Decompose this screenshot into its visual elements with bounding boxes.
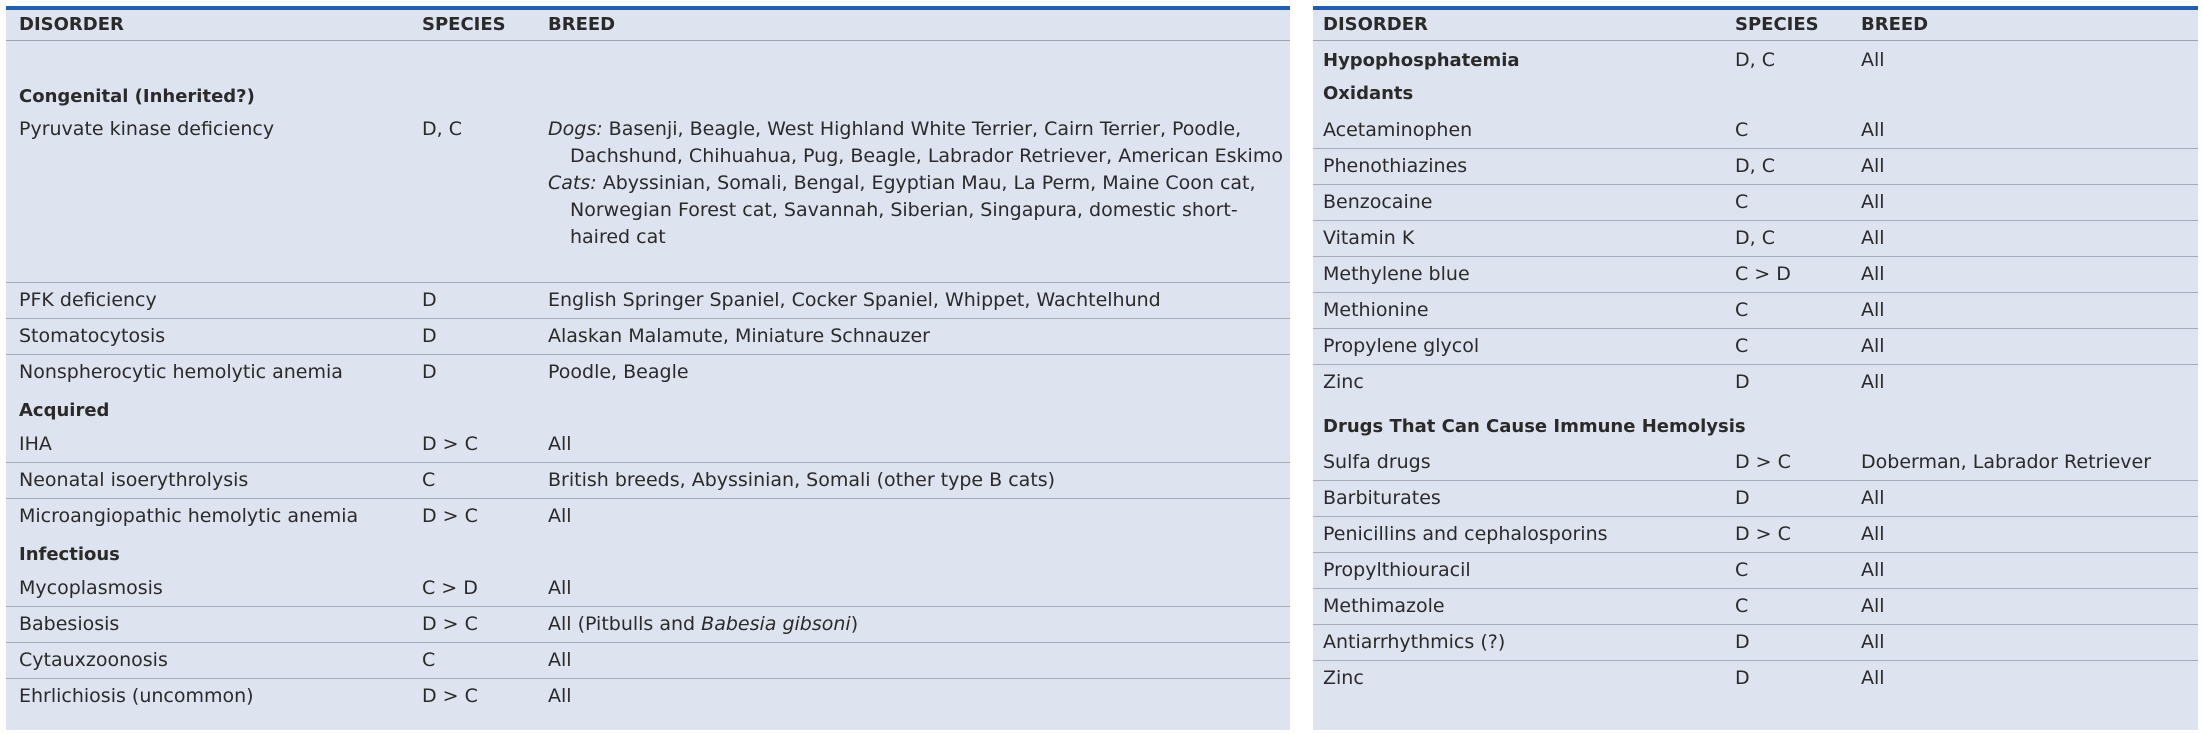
section-infectious <box>6 535 1290 571</box>
breed-cell: All <box>1861 487 1885 509</box>
dogs-breed-list: Dogs: Basenji, Beagle, West Highland White Terrier, Cairn Terrier, Poodle, Dachshund, Chihuahua, Pug, Beagle, Labrador Retriever, American Eskimo <box>548 118 1283 167</box>
table-row <box>1313 365 2198 401</box>
disorder-cell: Phenothiazines <box>1323 155 1468 177</box>
species-cell: D > C <box>422 685 478 707</box>
table-row <box>1313 185 2198 221</box>
species-cell: C <box>1735 595 1749 617</box>
species-cell: C > D <box>422 577 478 599</box>
disorder-cell: Babesiosis <box>19 613 120 635</box>
disorder-cell: Benzocaine <box>1323 191 1433 213</box>
species-cell: C <box>1735 335 1749 357</box>
breed-cell: All <box>1861 523 1885 545</box>
breed-cell: All <box>1861 49 1885 71</box>
species-cell: C <box>1735 119 1749 141</box>
breed-cell: All <box>548 649 572 671</box>
disorder-cell: Cytauxzoonosis <box>19 649 168 671</box>
species-cell: D <box>1735 487 1750 509</box>
table-row <box>1313 445 2198 481</box>
species-cell: D > C <box>1735 523 1791 545</box>
table-row <box>6 283 1290 319</box>
breed-cell: All <box>1861 263 1885 285</box>
breed-cell: Alaskan Malamute, Miniature Schnauzer <box>548 325 930 347</box>
disorder-cell: Methylene blue <box>1323 263 1470 285</box>
table-row <box>6 607 1290 643</box>
breed-cell: All <box>1861 299 1885 321</box>
disorder-cell: Propylthiouracil <box>1323 559 1471 581</box>
disorder-cell: PFK deficiency <box>19 289 157 311</box>
breed-cell: All <box>548 505 572 527</box>
breed-cell: All <box>1861 335 1885 357</box>
disorder-cell: Microangiopathic hemolytic anemia <box>19 505 359 527</box>
table-row <box>1313 257 2198 293</box>
table-row <box>1313 41 2198 77</box>
breed-cell: All <box>1861 119 1885 141</box>
disorder-cell: Stomatocytosis <box>19 325 166 347</box>
species-cell: D > C <box>422 433 478 455</box>
breed-cell: All <box>1861 191 1885 213</box>
breed-cell: All <box>548 577 572 599</box>
disorder-cell: IHA <box>19 433 52 455</box>
species-cell: D, C <box>1735 155 1775 177</box>
right-header-row <box>1313 10 2198 41</box>
disorder-cell: Barbiturates <box>1323 487 1441 509</box>
breed-cell: All <box>548 685 572 707</box>
table-row <box>6 499 1290 535</box>
table-row <box>1313 221 2198 257</box>
species-cell: C <box>422 469 436 491</box>
species-cell: C <box>1735 559 1749 581</box>
disorder-cell: Acetaminophen <box>1323 119 1473 141</box>
table-row <box>6 427 1290 463</box>
breed-cell: British breeds, Abyssinian, Somali (other type B cats) <box>548 469 1056 491</box>
species-cell: D <box>422 289 437 311</box>
disorder-cell: Vitamin K <box>1323 227 1415 249</box>
table-row <box>1313 517 2198 553</box>
species-cell: D, C <box>1735 227 1775 249</box>
disorder-cell: Ehrlichiosis (uncommon) <box>19 685 254 707</box>
breed-column-header: BREED <box>548 14 616 35</box>
dogs-label: Dogs: <box>548 118 603 140</box>
breed-cell: All <box>1861 631 1885 653</box>
species-cell: D, C <box>422 118 462 140</box>
disorder-cell: Antiarrhythmics (?) <box>1323 631 1506 653</box>
table-row <box>1313 149 2198 185</box>
disorder-cell: Pyruvate kinase deficiency <box>19 118 275 140</box>
disorder-cell: Zinc <box>1323 667 1364 689</box>
table-row <box>1313 113 2198 149</box>
species-cell: D, C <box>1735 49 1775 71</box>
disorder-cell: Zinc <box>1323 371 1364 393</box>
species-cell: D <box>422 325 437 347</box>
disorder-cell: Hypophosphatemia <box>1323 50 1520 71</box>
section-title: Acquired <box>19 400 110 421</box>
breed-cell: All <box>1861 227 1885 249</box>
species-cell: C > D <box>1735 263 1791 285</box>
breed-cell: All <box>1861 667 1885 689</box>
breed-cell: All (Pitbulls and Babesia gibsoni) <box>548 613 859 635</box>
left-table <box>6 6 1290 730</box>
table-row <box>6 571 1290 607</box>
species-cell: C <box>1735 191 1749 213</box>
section-oxidants <box>1313 77 2198 113</box>
table-row <box>6 463 1290 499</box>
right-table <box>1313 6 2198 730</box>
pathogen-name: Babesia gibsoni <box>701 613 851 635</box>
disorder-cell: Nonspherocytic hemolytic anemia <box>19 361 343 383</box>
table-row <box>1313 589 2198 625</box>
table-row <box>6 643 1290 679</box>
species-cell: D > C <box>422 613 478 635</box>
disorder-cell: Sulfa drugs <box>1323 451 1431 473</box>
species-cell: D > C <box>422 505 478 527</box>
breed-cell: All <box>1861 155 1885 177</box>
section-title: Drugs That Can Cause Immune Hemolysis <box>1323 416 1746 437</box>
table-row <box>1313 293 2198 329</box>
breed-cell <box>548 116 1283 251</box>
breed-cell: All <box>1861 371 1885 393</box>
breed-cell: Poodle, Beagle <box>548 361 689 383</box>
section-title: Oxidants <box>1323 83 1414 104</box>
species-cell: D <box>1735 667 1750 689</box>
breed-cell: All <box>1861 595 1885 617</box>
cats-breed-list: Cats: Abyssinian, Somali, Bengal, Egyptian Mau, La Perm, Maine Coon cat, Norwegian Forest cat, Savannah, Siberian, Singapura, domestic short-haired cat <box>548 172 1256 248</box>
species-column-header: SPECIES <box>1735 14 1819 35</box>
section-title: Congenital (Inherited?) <box>19 86 255 107</box>
species-cell: D <box>422 361 437 383</box>
table-row <box>6 113 1290 283</box>
disorder-cell: Methimazole <box>1323 595 1445 617</box>
species-cell: C <box>1735 299 1749 321</box>
breed-column-header: BREED <box>1861 14 1929 35</box>
table-row <box>1313 329 2198 365</box>
breed-cell: All <box>548 433 572 455</box>
table-row <box>1313 481 2198 517</box>
table-row <box>1313 553 2198 589</box>
disorder-cell: Neonatal isoerythrolysis <box>19 469 249 491</box>
species-cell: D > C <box>1735 451 1791 473</box>
species-cell: D <box>1735 631 1750 653</box>
cats-label: Cats: <box>548 172 597 194</box>
section-title: Infectious <box>19 544 120 565</box>
species-column-header: SPECIES <box>422 14 506 35</box>
section-drugs <box>1313 401 2198 445</box>
section-acquired <box>6 391 1290 427</box>
table-row <box>1313 661 2198 697</box>
table-row <box>6 319 1290 355</box>
species-cell: C <box>422 649 436 671</box>
breed-cell: English Springer Spaniel, Cocker Spaniel, Whippet, Wachtelhund <box>548 289 1161 311</box>
disorder-cell: Propylene glycol <box>1323 335 1480 357</box>
section-congenital <box>6 41 1290 107</box>
table-row <box>6 355 1290 391</box>
breed-cell: All <box>1861 559 1885 581</box>
disorder-cell: Mycoplasmosis <box>19 577 163 599</box>
disorder-column-header: DISORDER <box>19 14 124 35</box>
species-cell: D <box>1735 371 1750 393</box>
table-row <box>1313 625 2198 661</box>
left-header-row <box>6 10 1290 41</box>
disorder-column-header: DISORDER <box>1323 14 1428 35</box>
disorder-cell: Penicillins and cephalosporins <box>1323 523 1608 545</box>
breed-cell: Doberman, Labrador Retriever <box>1861 451 2152 473</box>
disorder-cell: Methionine <box>1323 299 1429 321</box>
table-row <box>6 679 1290 715</box>
